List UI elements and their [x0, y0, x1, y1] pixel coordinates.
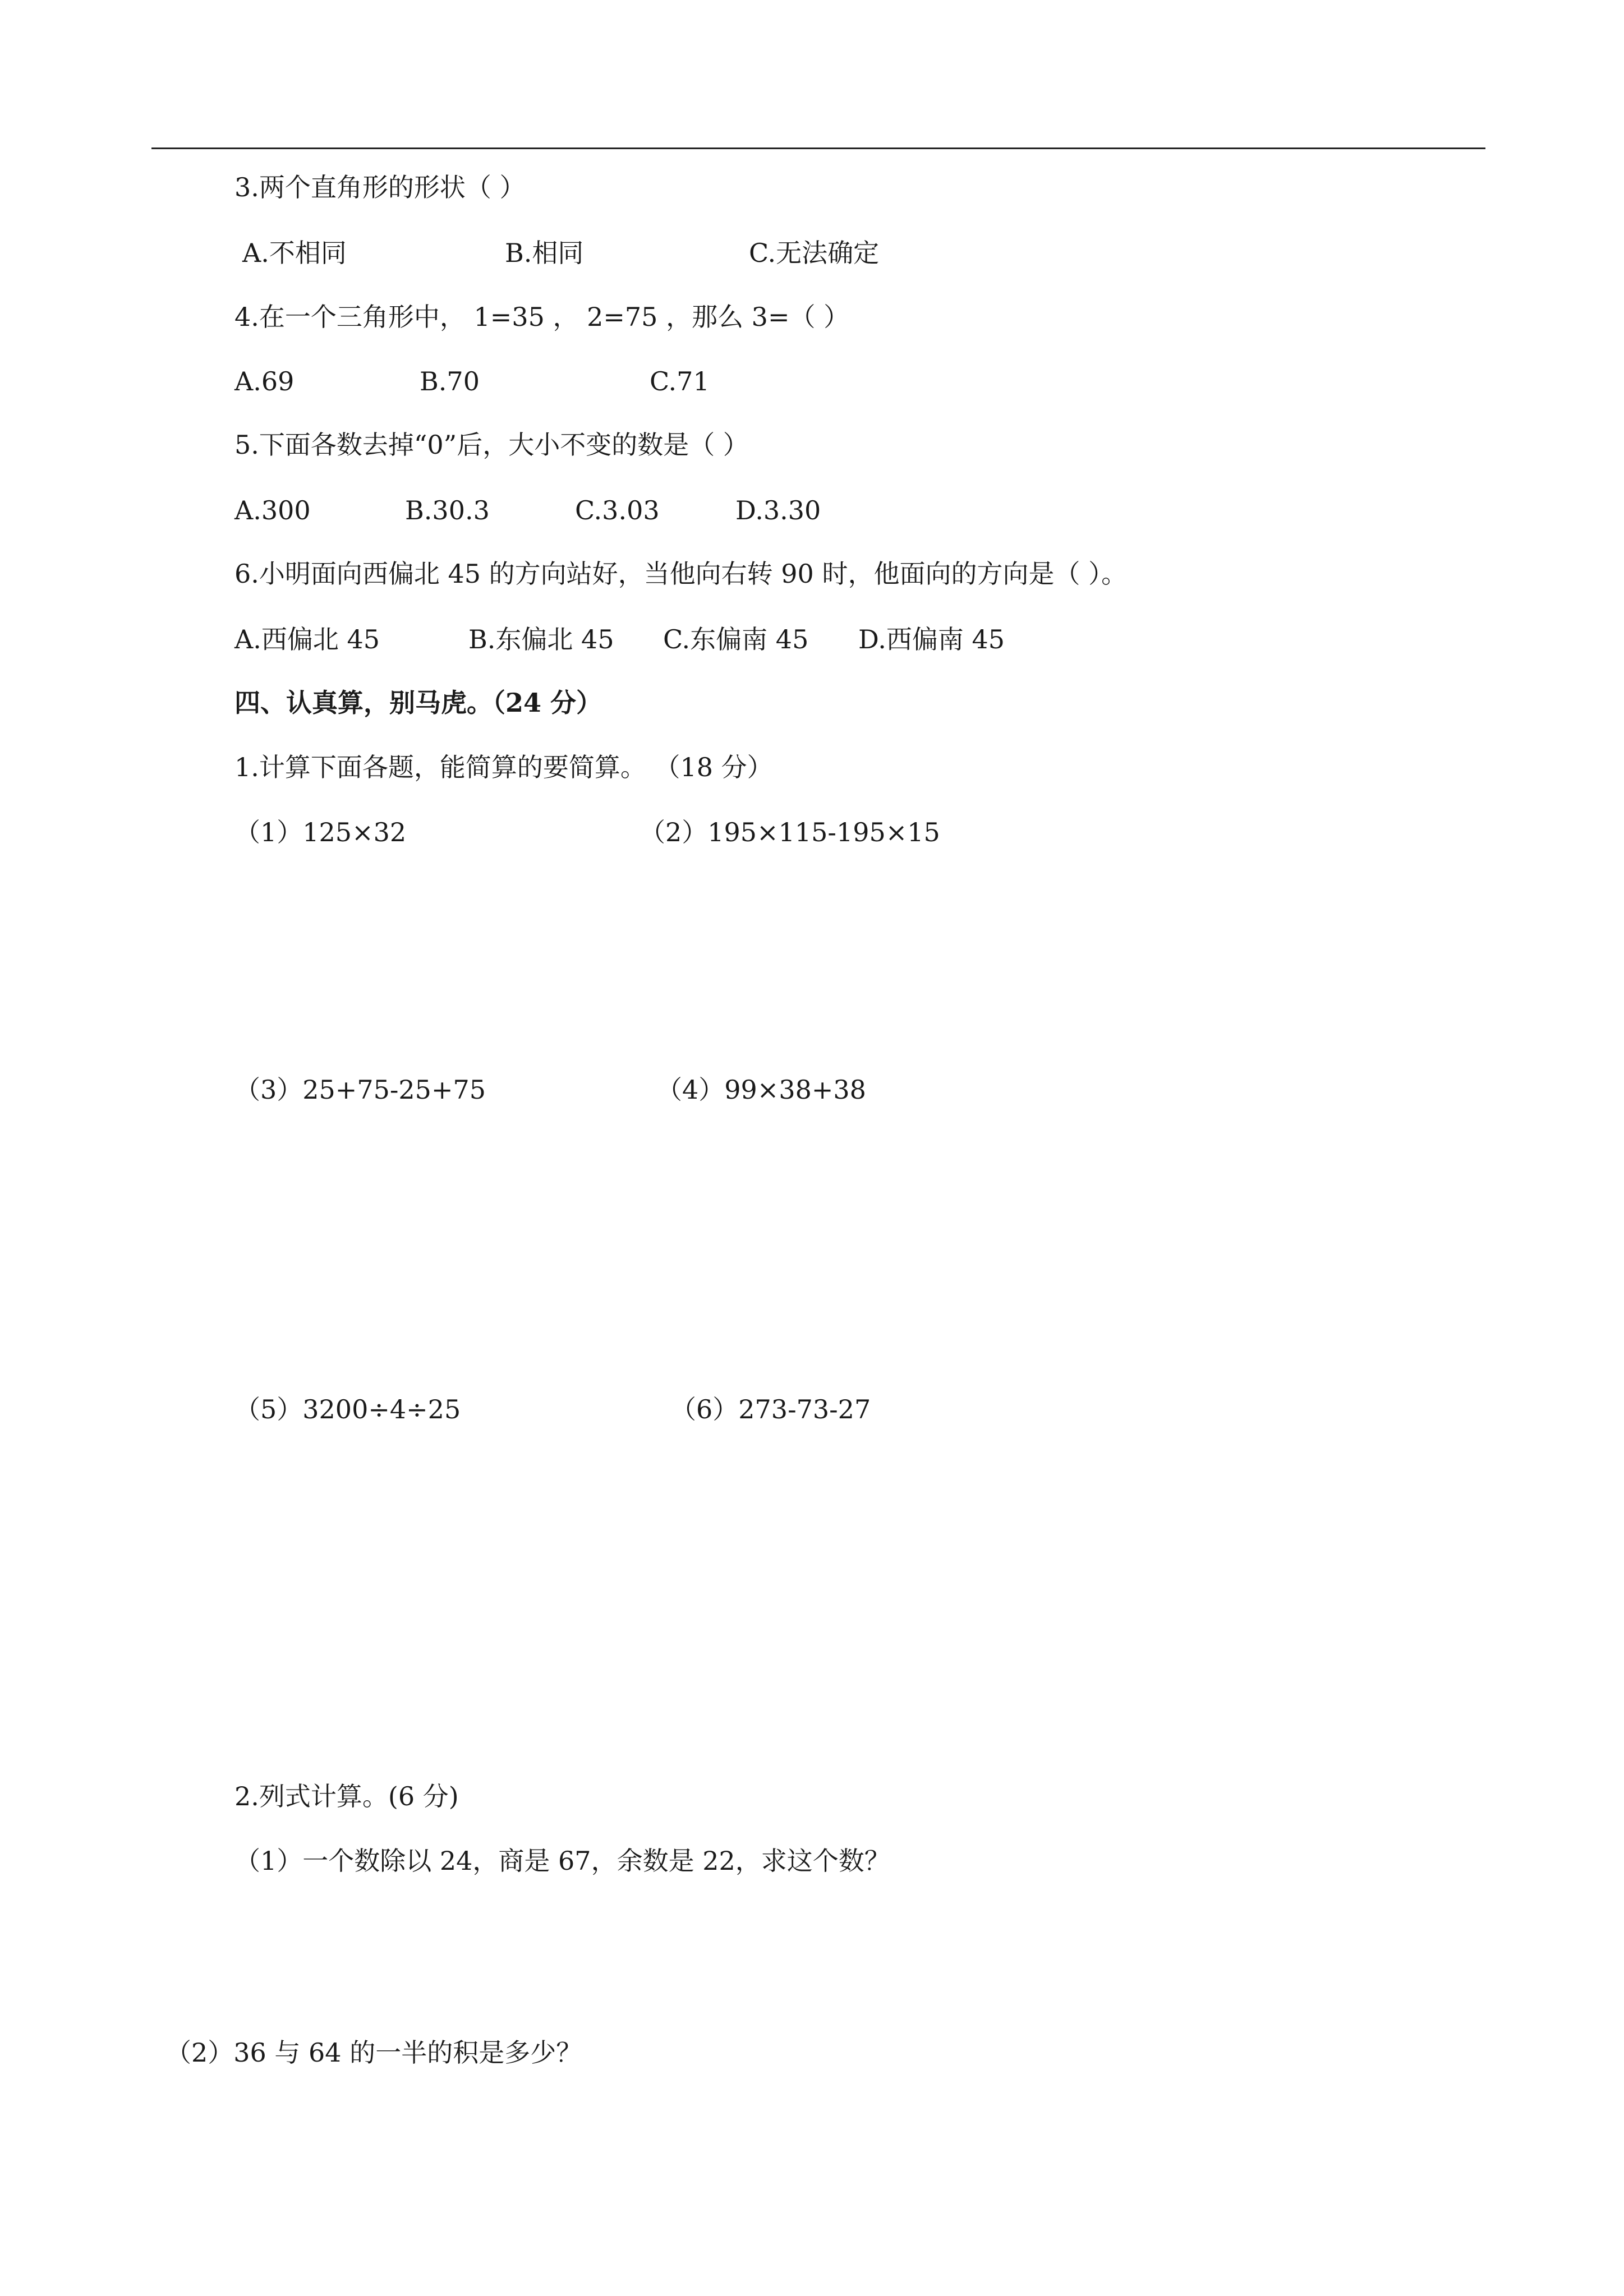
question-5-option-d: D.3.30: [735, 495, 821, 525]
question-6-option-b: B.东偏北 45: [468, 624, 614, 654]
word-problem-1: （1）一个数除以 24，商是 67，余数是 22，求这个数？: [234, 1846, 890, 1876]
calc-item-4: （4）99×38+38: [656, 1075, 866, 1105]
question-4-option-c: C.71: [650, 366, 710, 397]
question-6-stem: 6.小明面向西偏北 45 的方向站好，当他向右转 90 时，他面向的方向是（ ）。: [234, 559, 1128, 589]
header-rule: [151, 147, 1485, 149]
calc-item-6: （6）273-73-27: [670, 1394, 871, 1424]
question-3-stem: 3.两个直角形的形状（ ）: [234, 172, 526, 202]
section-4-part-2-title: 2.列式计算。(6 分): [234, 1781, 459, 1811]
question-6-option-a: A.西偏北 45: [234, 624, 380, 654]
calc-item-5: （5）3200÷4÷25: [234, 1394, 461, 1424]
question-5-option-b: B.30.3: [405, 495, 490, 525]
question-6-option-d: D.西偏南 45: [858, 624, 1005, 654]
calc-item-3: （3）25+75-25+75: [234, 1075, 486, 1105]
calc-item-1: （1）125×32: [234, 817, 407, 847]
question-3-option-b: B.相同: [505, 238, 584, 268]
question-3-option-a: A.不相同: [242, 238, 347, 268]
question-4-option-a: A.69: [234, 366, 295, 397]
question-4-stem: 4.在一个三角形中， 1=35 ， 2=75 ，那么 3=（ ）: [234, 302, 850, 332]
section-4-heading: 四、认真算，别马虎。（24 分）: [234, 688, 602, 718]
calc-item-2: （2）195×115-195×15: [640, 817, 940, 847]
question-5-stem: 5.下面各数去掉“0”后，大小不变的数是（ ）: [234, 430, 749, 460]
question-4-option-b: B.70: [420, 366, 480, 397]
question-5-option-c: C.3.03: [575, 495, 660, 525]
section-4-part-1-title: 1.计算下面各题，能简算的要简算。 （18 分）: [234, 752, 773, 782]
question-3-option-c: C.无法确定: [749, 238, 880, 268]
question-6-option-c: C.东偏南 45: [663, 624, 809, 654]
question-5-option-a: A.300: [234, 495, 311, 525]
word-problem-2: （2）36 与 64 的一半的积是多少？: [165, 2037, 582, 2068]
